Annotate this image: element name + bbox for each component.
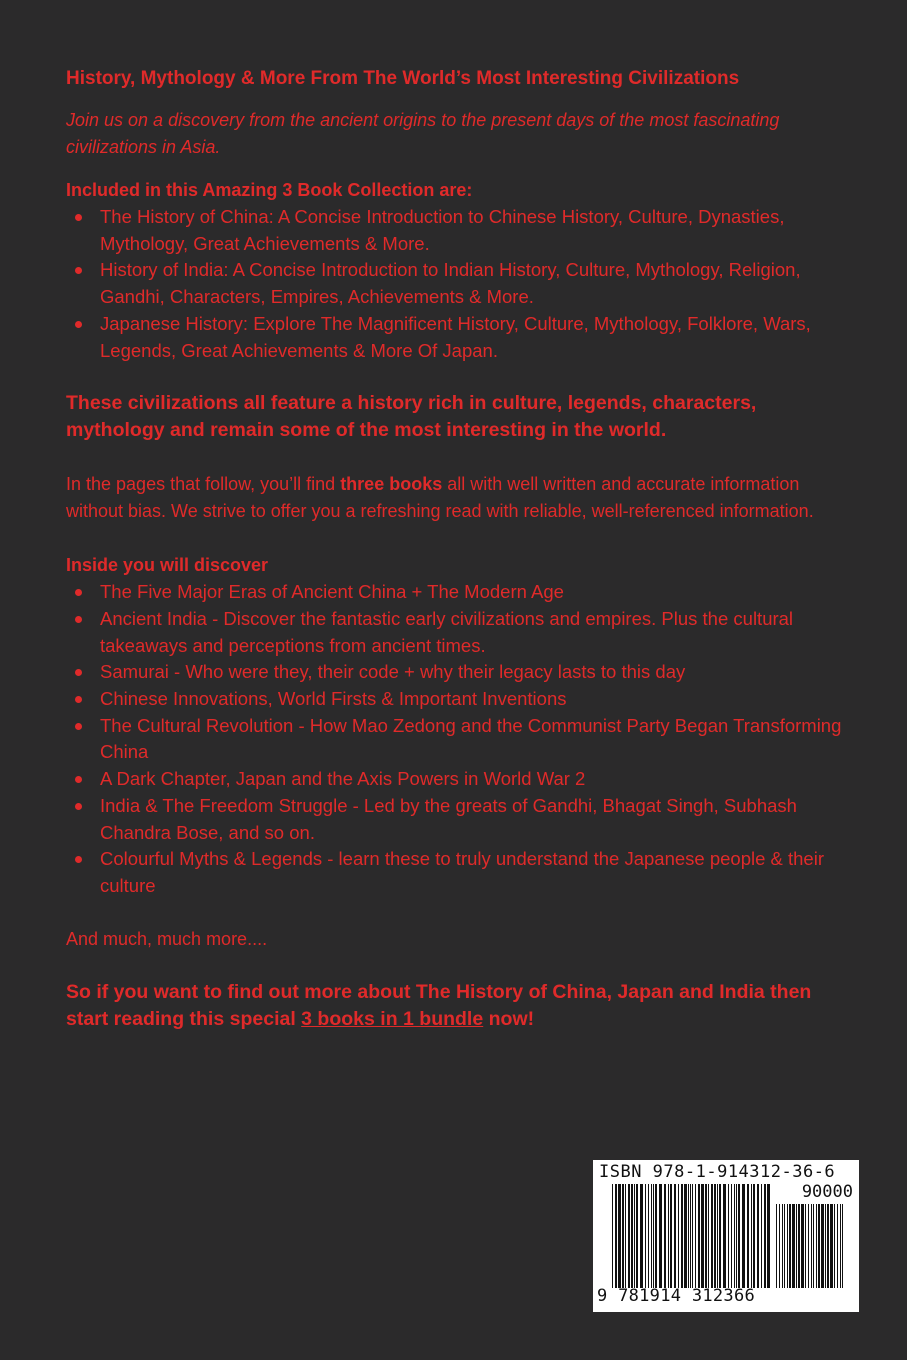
price-code: 90000 [801,1182,853,1202]
list-item: Samurai - Who were they, their code + why their legacy lasts to this day [66,659,856,686]
barcode-bars [611,1184,771,1288]
statement: These civilizations all feature a history rich in culture, legends, characters, mythology and remain some of the most interesting in the world. [66,392,757,442]
pages-paragraph: In the pages that follow, you’ll find three books all with well written and accurate information without bias. We strive to offer you a refreshing read with reliable, well-referenced information. [66,474,814,522]
bullet-icon [75,616,82,623]
list-item: History of India: A Concise Introduction to Indian History, Culture, Mythology, Religion, Gandhi, Characters, Empires, Achievements & More. [66,257,856,310]
bullet-icon [75,321,82,328]
bullet-icon [75,803,82,810]
list-item: Chinese Innovations, World Firsts & Important Inventions [66,686,856,713]
bullet-icon [75,589,82,596]
much-more-text: And much, much more.... [66,928,268,949]
intro-text: Join us on a discovery from the ancient origins to the present days of the most fascinating civilizations in Asia. [66,110,780,157]
three-books-emphasis: three books [340,474,443,495]
bullet-icon [75,214,82,221]
bullet-icon [75,776,82,783]
bullet-icon [75,856,82,863]
bullet-icon [75,723,82,730]
list-item: The History of China: A Concise Introduction to Chinese History, Culture, Dynasties, Mythology, Great Achievements & More. [66,204,856,257]
call-to-action: So if you want to find out more about The History of China, Japan and India then start reading this special 3 books in 1 bundle now! [66,980,812,1030]
bullet-icon [75,669,82,676]
isbn-barcode [593,1160,859,1312]
list-item: Colourful Myths & Legends - learn these to truly understand the Japanese people & their culture [66,846,856,899]
back-cover-text [66,64,856,1033]
collection-list [66,204,856,364]
list-item: The Five Major Eras of Ancient China + The Modern Age [66,579,856,606]
ean-number: 9 781914 312366 [597,1286,756,1306]
discover-title: Inside you will discover [66,555,269,576]
list-item: India & The Freedom Struggle - Led by the greats of Gandhi, Bhagat Singh, Subhash Chandra Bose, and so on. [66,793,856,846]
collection-title: Included in this Amazing 3 Book Collection are: [66,180,473,200]
list-item: Japanese History: Explore The Magnificent History, Culture, Mythology, Folklore, Wars, Legends, Great Achievements & More Of Japan. [66,311,856,364]
bundle-link[interactable]: 3 books in 1 bundle [301,1007,484,1030]
heading: History, Mythology & More From The World’s Most Interesting Civilizations [66,68,740,89]
isbn-number: ISBN 978-1-914312-36-6 [599,1162,836,1182]
bullet-icon [75,696,82,703]
list-item: A Dark Chapter, Japan and the Axis Powers in World War 2 [66,766,856,793]
bullet-icon [75,267,82,274]
list-item: Ancient India - Discover the fantastic early civilizations and empires. Plus the cultural takeaways and perceptions from ancient times. [66,606,856,659]
list-item: The Cultural Revolution - How Mao Zedong and the Communist Party Began Transforming China [66,713,856,766]
discover-list [66,579,856,899]
price-barcode-bars [775,1204,847,1288]
